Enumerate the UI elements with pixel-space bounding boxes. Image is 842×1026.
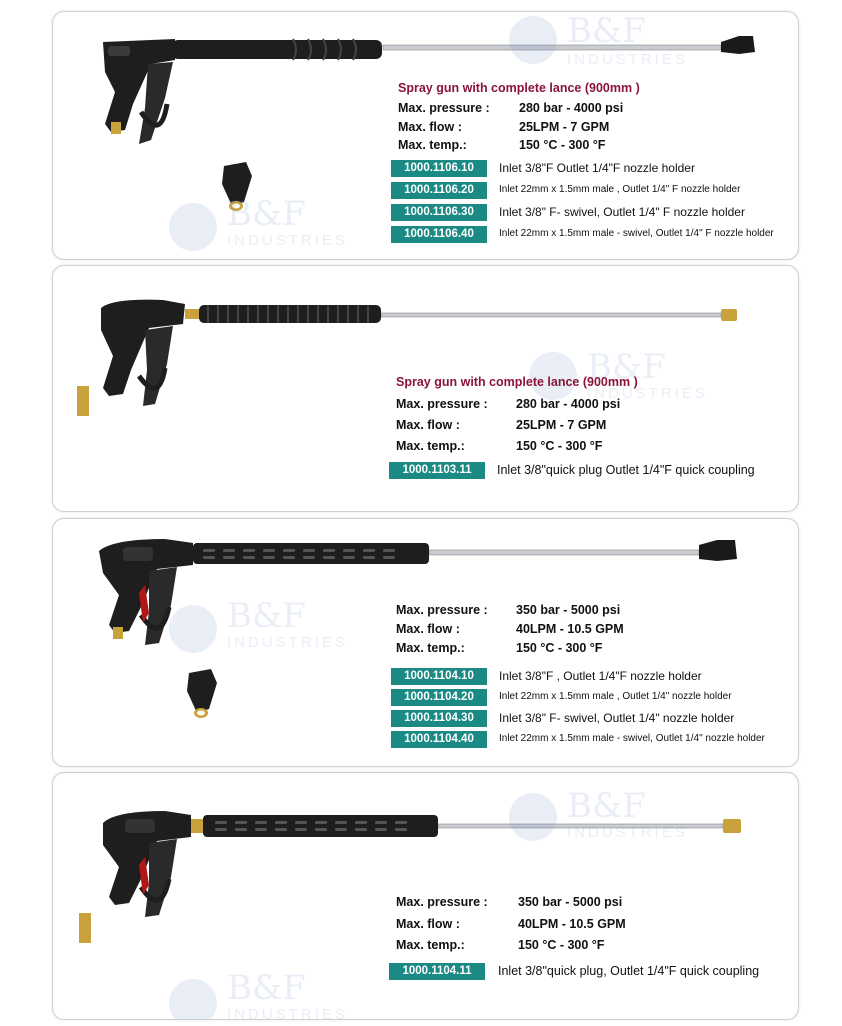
product-code-badge: 1000.1104.10	[391, 668, 487, 685]
spec-value-flow: 25LPM - 7 GPM	[516, 418, 607, 432]
product-code-badge: 1000.1106.20	[391, 182, 487, 199]
svg-text:INDUSTRIES: INDUSTRIES	[567, 824, 688, 841]
spec-label-pressure: Max. pressure :	[398, 101, 490, 115]
spec-value-temp: 150 °C - 300 °F	[518, 938, 605, 952]
svg-text:B&F: B&F	[567, 11, 646, 51]
spec-value-pressure: 350 bar - 5000 psi	[518, 895, 623, 909]
spec-value-temp: 150 °C - 300 °F	[519, 138, 606, 152]
spec-value-flow: 40LPM - 10.5 GPM	[518, 917, 626, 931]
product-code-badge: 1000.1104.11	[389, 963, 485, 980]
variant-description: Inlet 3/8" F- swivel, Outlet 1/4" F nozzle holder	[499, 205, 745, 219]
variant-description: Inlet 22mm x 1.5mm male - swivel, Outlet 1/4" nozzle holder	[499, 733, 765, 744]
svg-text:B&F: B&F	[567, 786, 646, 826]
spec-value-temp: 150 °C - 300 °F	[516, 439, 603, 453]
product-code-badge: 1000.1104.30	[391, 710, 487, 727]
product-title: Spray gun with complete lance (900mm )	[398, 81, 640, 95]
product-card-3	[52, 518, 799, 767]
spec-value-pressure: 280 bar - 4000 psi	[516, 397, 621, 411]
variant-description: Inlet 22mm x 1.5mm male , Outlet 1/4" nozzle holder	[499, 691, 732, 702]
svg-text:INDUSTRIES: INDUSTRIES	[587, 385, 708, 402]
spec-label-pressure: Max. pressure :	[396, 603, 488, 617]
spec-label-pressure: Max. pressure :	[396, 895, 488, 909]
spec-label-temp: Max. temp.:	[398, 138, 467, 152]
svg-text:B&F: B&F	[227, 194, 306, 234]
spec-value-pressure: 350 bar - 5000 psi	[516, 603, 621, 617]
spec-label-flow: Max. flow :	[396, 917, 460, 931]
spec-label-pressure: Max. pressure :	[396, 397, 488, 411]
product-card-2	[52, 265, 799, 512]
product-code-badge: 1000.1104.20	[391, 689, 487, 706]
product-code-badge: 1000.1103.11	[389, 462, 485, 479]
variant-description: Inlet 3/8"quick plug Outlet 1/4"F quick coupling	[497, 463, 755, 477]
spec-label-flow: Max. flow :	[396, 418, 460, 432]
spec-label-flow: Max. flow :	[398, 120, 462, 134]
spec-value-flow: 25LPM - 7 GPM	[519, 120, 610, 134]
product-card-4	[52, 772, 799, 1023]
product-code-badge: 1000.1106.30	[391, 204, 487, 221]
spec-value-flow: 40LPM - 10.5 GPM	[516, 622, 624, 636]
variant-description: Inlet 22mm x 1.5mm male , Outlet 1/4" F nozzle holder	[499, 184, 741, 195]
product-code-badge: 1000.1104.40	[391, 731, 487, 748]
spec-label-temp: Max. temp.:	[396, 938, 465, 952]
product-card-1	[52, 11, 799, 260]
product-code-badge: 1000.1106.40	[391, 226, 487, 243]
svg-text:B&F: B&F	[227, 596, 306, 636]
variant-description: Inlet 3/8" F- swivel, Outlet 1/4" nozzle holder	[499, 711, 735, 725]
spec-label-temp: Max. temp.:	[396, 641, 465, 655]
variant-description: Inlet 3/8"quick plug, Outlet 1/4"F quick coupling	[498, 964, 760, 978]
product-code-badge: 1000.1106.10	[391, 160, 487, 177]
spec-label-flow: Max. flow :	[396, 622, 460, 636]
variant-description: Inlet 3/8"F , Outlet 1/4"F nozzle holder	[499, 669, 702, 683]
svg-text:B&F: B&F	[587, 347, 666, 387]
variant-description: Inlet 3/8"F Outlet 1/4"F nozzle holder	[499, 161, 695, 175]
svg-text:INDUSTRIES: INDUSTRIES	[227, 232, 348, 249]
spray-gun-lance-image	[53, 12, 798, 259]
svg-text:INDUSTRIES: INDUSTRIES	[227, 634, 348, 651]
svg-text:B&F: B&F	[227, 968, 306, 1008]
svg-text:INDUSTRIES: INDUSTRIES	[227, 1006, 348, 1023]
svg-text:INDUSTRIES: INDUSTRIES	[567, 51, 688, 68]
spec-value-pressure: 280 bar - 4000 psi	[519, 101, 624, 115]
spec-value-temp: 150 °C - 300 °F	[516, 641, 603, 655]
product-title: Spray gun with complete lance (900mm )	[396, 375, 638, 389]
variant-description: Inlet 22mm x 1.5mm male - swivel, Outlet 1/4" F nozzle holder	[499, 228, 774, 239]
spec-label-temp: Max. temp.:	[396, 439, 465, 453]
